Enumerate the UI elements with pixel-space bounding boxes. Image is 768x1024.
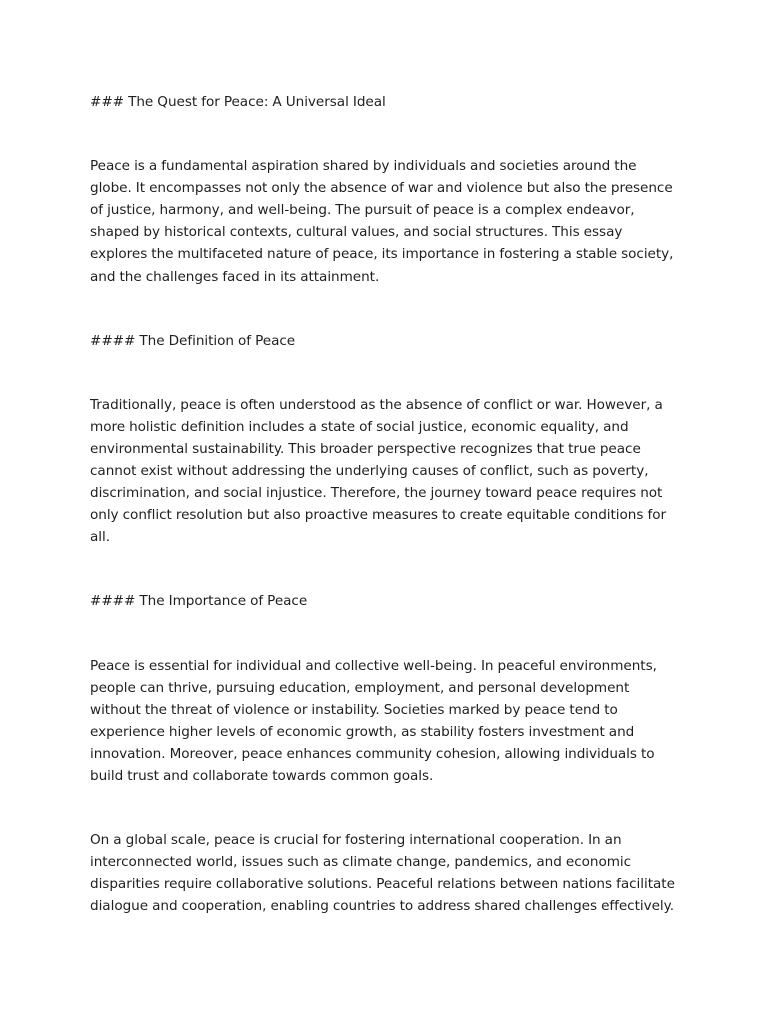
section-heading-importance: #### The Importance of Peace [90, 593, 308, 610]
importance-paragraph-2: On a global scale, peace is crucial for fostering international cooperation. In an interconnected world, issues such as climate change, pandemics, and economic disparities require collaborative solutions. Peaceful relations between nations facilitate dialogue and cooperation, enabling countries to address shared challenges effectively. [90, 832, 675, 915]
importance-paragraph-1: Peace is essential for individual and collective well-being. In peaceful environments, people can thrive, pursuing education, employment, and personal development without the threat of violence or instability. Societies marked by peace tend to experience higher levels of economic growth, as stability fosters investment and innovation. Moreover, peace enhances community cohesion, allowing individuals to build trust and collaborate towards common goals. [90, 657, 657, 784]
document-title: ### The Quest for Peace: A Universal Ideal [90, 94, 386, 110]
document-body [90, 91, 682, 959]
definition-paragraph: Traditionally, peace is often understood as the absence of conflict or war. However, a more holistic definition includes a state of social justice, economic equality, and environmental sustainability. This broader perspective recognizes that true peace cannot exist without addressing the underlying causes of conflict, such as poverty, discrimination, and social injustice. Therefore, the journey toward peace requires not only conflict resolution but also proactive measures to create equitable conditions for all. [90, 396, 667, 546]
intro-paragraph: Peace is a fundamental aspiration shared by individuals and societies around the globe. It encompasses not only the absence of war and violence but also the presence of justice, harmony, and well-being. The pursuit of peace is a complex endeavor, shaped by historical contexts, cultural values, and social structures. This essay explores the multifaceted nature of peace, its importance in fostering a stable society, and the challenges faced in its attainment. [90, 158, 674, 285]
section-heading-definition: #### The Definition of Peace [90, 332, 296, 349]
